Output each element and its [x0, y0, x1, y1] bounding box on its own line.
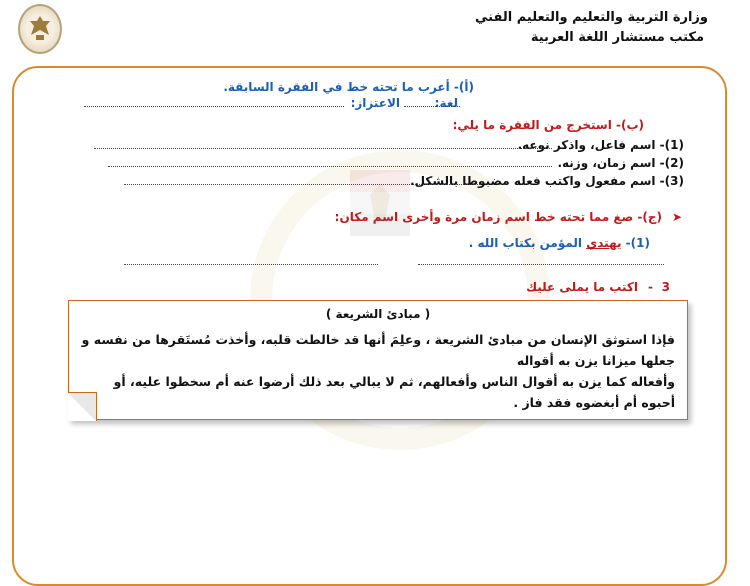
- answer-line-c-right[interactable]: [418, 264, 664, 265]
- answer-line-b1[interactable]: [94, 148, 552, 149]
- dictation-paragraph: [79, 329, 675, 413]
- dictation-note-box: [68, 300, 688, 420]
- ministry-name: وزارة التربية والتعليم والتعليم الفني: [475, 10, 708, 25]
- section-c-underlined-word: يهتدي: [586, 236, 622, 250]
- section-a-lugha-label: لغة:: [434, 96, 458, 110]
- section-b-item-2: (2)- اسم زمان، وزنه.: [557, 156, 684, 170]
- dictation-title: ( مبادئ الشريعة ): [325, 307, 431, 321]
- arrow-bullet-icon: ➤: [671, 210, 682, 224]
- dictation-line-1: فإذا استوثق الإنسان من مبادئ الشريعة ، وعلِمَ أنها قد خالطت قلبه، وأخذت مُستَقرها من نفسه و جعلها ميزانا يزن به أقواله: [81, 332, 675, 368]
- section-c-title: (ج)- صغ مما تحته خط اسم زمان مرة وأخرى اسم مكان:: [334, 210, 662, 224]
- ministry-emblem-icon: [18, 4, 62, 54]
- dictation-label: اكتب ما يملى عليك: [526, 280, 638, 294]
- answer-line-b3[interactable]: [124, 184, 480, 185]
- note-folded-corner: [68, 392, 97, 421]
- section-c-item-prefix: (1)-: [621, 236, 650, 250]
- watermark-emblem-icon: [345, 165, 415, 250]
- section-b-item-1: (1)- اسم فاعل، واذكر نوعه.: [517, 138, 684, 152]
- section-c-item-rest: المؤمن بكتاب الله .: [468, 236, 587, 250]
- office-name: مكتب مستشار اللغة العربية: [530, 30, 704, 45]
- section-a-title: (أ)- أعرب ما تحته خط في الفقرة السابقة.: [223, 80, 474, 94]
- answer-line-c-left[interactable]: [124, 264, 378, 265]
- section-c-item-1: [469, 236, 650, 250]
- dictation-separator: -: [648, 280, 653, 294]
- section-a-itizaz-label: الاعتزاز:: [350, 96, 400, 110]
- dictation-line-2: وأفعاله كما يزن به أقوال الناس وأفعالهم، ثم لا يبالي بعد ذلك أرضوا عنه أم سخطوا عليه، أو أحبوه أم أبغضوه فقد فاز .: [113, 374, 675, 410]
- answer-line-lugha[interactable]: [404, 106, 460, 107]
- answer-line-b2[interactable]: [108, 166, 552, 167]
- section-b-title: (ب)- استخرج من الفقرة ما يلي:: [452, 118, 644, 132]
- dictation-number: 3: [661, 280, 670, 294]
- section-b-item-3: (3)- اسم مفعول واكتب فعله مضبوطا بالشكل.: [410, 174, 684, 188]
- answer-line-itizaz[interactable]: [84, 106, 344, 107]
